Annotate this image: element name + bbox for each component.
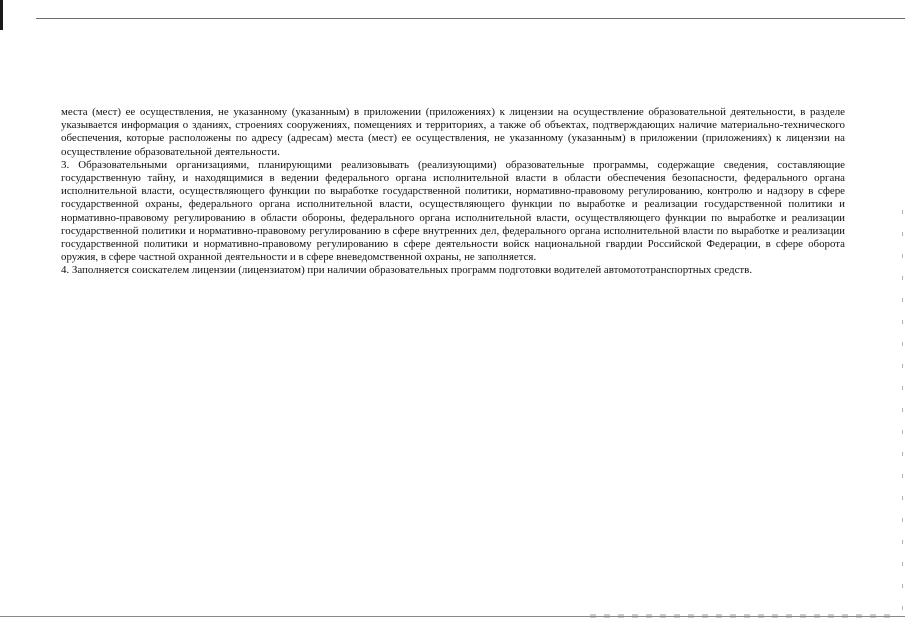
document-text	[61, 106, 845, 278]
paragraph-note-3: 3. Образовательными организациями, планирующими реализовывать (реализующими) образовательные программы, содержащие сведения, составляющие государственную тайну, и находящимися в ведении федерального органа исполнительной власти в области обеспечения безопасности, федерального органа исполнительной власти, осуществляющего функции по выработке государственной политики, нормативно-правовому регулированию, контролю и надзору в сфере государственной охраны, федерального органа исполнительной власти, осуществляющего функции по выработке и реализации государственной политики и нормативно-правовому регулированию в области обороны, федерального органа исполнительной власти, осуществляющего функции по выработке и реализации государственной политики и нормативно-правовому регулированию в сфере внутренних дел, федерального органа исполнительной власти по выработке и реализации государственной политики и нормативно-правовому регулированию в сфере деятельности войск национальной гвардии Российской Федерации, в сфере оборота оружия, в сфере частной охранной деятельности и в сфере вневедомственной охраны, не заполняется.	[61, 158, 845, 264]
bottom-border-line	[0, 616, 905, 617]
scan-right-edge	[902, 210, 903, 610]
paragraph-continuation: места (мест) ее осуществления, не указанному (указанным) в приложении (приложениях) к лицензии на осуществление образовательной деятельности, в разделе указывается информация о зданиях, строениях сооружениях, помещениях и территориях, а также об объектах, подтверждающих наличие материально-технического обеспечения, которые расположены по адресу (адресам) места (мест) ее осуществления, не указанному (указанным) в приложении (приложениях) к лицензии на осуществление образовательной деятельности.	[61, 106, 845, 158]
top-border-line	[36, 18, 905, 19]
paragraph-note-4: 4. Заполняется соискателем лицензии (лицензиатом) при наличии образовательных программ подготовки водителей автомототранспортных средств.	[61, 264, 753, 277]
scan-edge-mark	[0, 0, 3, 30]
